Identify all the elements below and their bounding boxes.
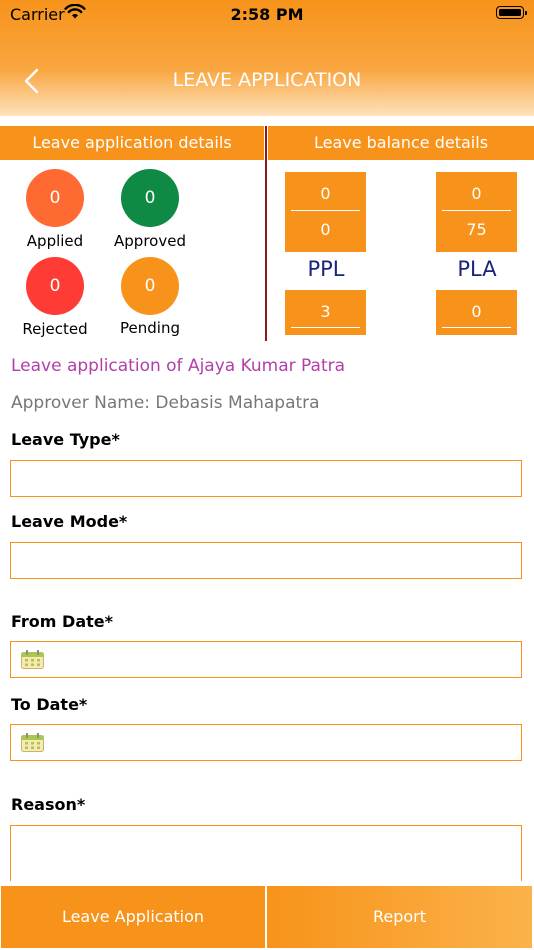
leave-mode-label: Leave Mode* [11, 512, 128, 531]
ppl-bottom-box [285, 290, 366, 335]
pending-count[interactable]: 0 [121, 257, 179, 315]
from-date-field[interactable] [10, 641, 522, 678]
approved-label: Approved [114, 232, 186, 250]
leave-application-button[interactable]: Leave Application [1, 886, 265, 948]
header [0, 0, 534, 116]
pending-label: Pending [120, 319, 180, 337]
ppl-label: PPL [307, 257, 345, 281]
status-time: 2:58 PM [230, 5, 304, 24]
calendar-icon[interactable] [21, 733, 44, 752]
reason-field[interactable] [10, 825, 522, 881]
approved-count[interactable]: 0 [121, 169, 179, 227]
calendar-icon[interactable] [21, 650, 44, 669]
pla-label: PLA [457, 257, 497, 281]
rejected-label: Rejected [22, 320, 88, 338]
rejected-count[interactable]: 0 [26, 257, 84, 315]
ppl-balance-box [285, 172, 366, 252]
balance-details-heading: Leave balance details [268, 126, 534, 160]
pla-bottom-value: 0 [471, 302, 482, 321]
from-date-label: From Date* [11, 612, 113, 631]
application-details-heading: Leave application details [0, 126, 264, 160]
leave-mode-field[interactable] [10, 542, 522, 579]
pla-balance-box [436, 172, 517, 252]
ppl-divider [291, 210, 360, 211]
applied-count[interactable]: 0 [26, 169, 84, 227]
ppl-middle-value: 0 [320, 220, 331, 239]
reason-label: Reason* [11, 795, 86, 814]
section-divider [265, 126, 267, 341]
ppl-bottom-line [291, 327, 360, 328]
approver-name: Approver Name: Debasis Mahapatra [11, 393, 320, 413]
pla-bottom-line [442, 327, 511, 328]
pla-bottom-box [436, 290, 517, 335]
report-button[interactable]: Report [267, 886, 532, 948]
leave-type-field[interactable] [10, 460, 522, 497]
pla-divider [442, 210, 511, 211]
page-title: LEAVE APPLICATION [172, 69, 362, 91]
carrier-label: Carrier [10, 5, 65, 24]
status-bar [0, 0, 534, 30]
battery-icon [496, 6, 524, 19]
leave-type-label: Leave Type* [11, 430, 120, 449]
pla-top-value: 0 [471, 184, 482, 203]
pla-middle-value: 75 [466, 220, 487, 239]
applicant-name: Leave application of Ajaya Kumar Patra [11, 356, 346, 376]
to-date-field[interactable] [10, 724, 522, 761]
ppl-bottom-value: 3 [320, 302, 331, 321]
ppl-top-value: 0 [320, 184, 331, 203]
to-date-label: To Date* [11, 695, 88, 714]
applied-label: Applied [26, 232, 84, 250]
